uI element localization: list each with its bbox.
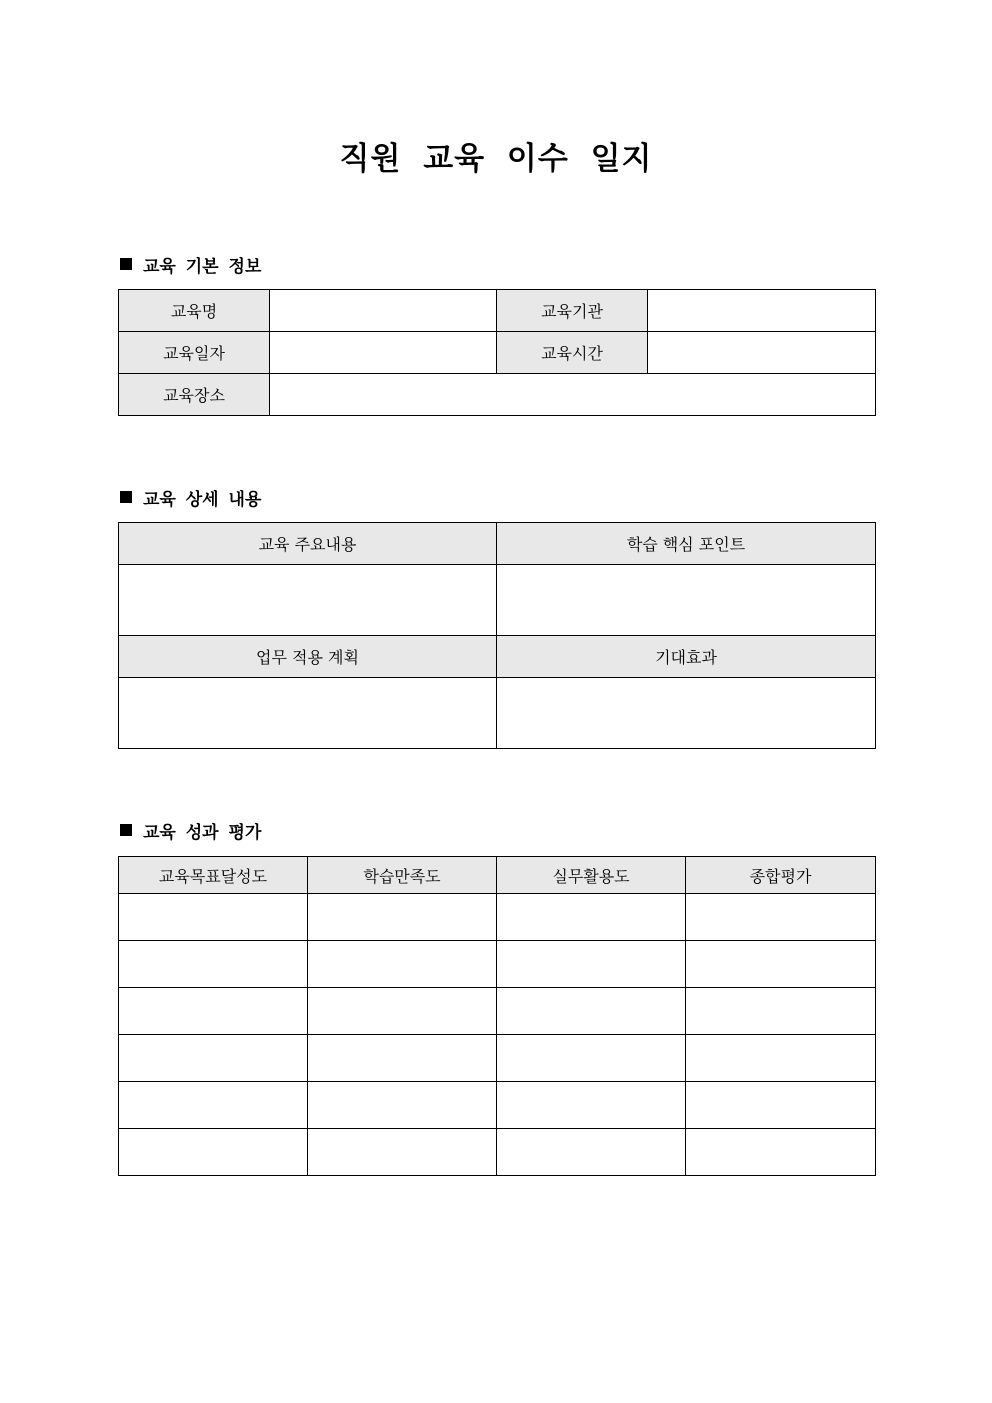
column-header: 종합평가 [686,857,876,894]
table-cell[interactable] [686,894,876,941]
table-cell[interactable] [686,1035,876,1082]
field-education-location[interactable] [270,374,876,416]
table-cell[interactable] [119,1129,308,1176]
table-cell[interactable] [119,1035,308,1082]
field-main-content[interactable] [119,565,497,636]
column-header: 교육목표달성도 [119,857,308,894]
section-heading-label: 교육 상세 내용 [143,489,262,510]
label-main-content: 교육 주요내용 [119,523,497,565]
table-row [119,1129,876,1176]
section-heading-label: 교육 기본 정보 [143,256,262,277]
field-education-hours[interactable] [648,332,876,374]
table-cell[interactable] [308,988,497,1035]
table-cell[interactable] [308,1035,497,1082]
section-heading-evaluation [120,818,261,842]
label-education-institution: 교육기관 [497,290,648,332]
label-education-name: 교육명 [119,290,270,332]
field-education-name[interactable] [270,290,497,332]
field-education-date[interactable] [270,332,497,374]
table-row [119,894,876,941]
table-cell[interactable] [497,1129,686,1176]
label-application-plan: 업무 적용 계획 [119,636,497,678]
field-education-institution[interactable] [648,290,876,332]
table-cell[interactable] [686,1129,876,1176]
table-cell[interactable] [686,941,876,988]
section-heading-details [120,485,261,509]
table-cell[interactable] [308,1082,497,1129]
label-education-date: 교육일자 [119,332,270,374]
table-cell[interactable] [308,941,497,988]
label-education-location: 교육장소 [119,374,270,416]
details-table [118,522,876,749]
section-heading-basic-info [120,252,261,276]
field-application-plan[interactable] [119,678,497,749]
square-bullet-icon [120,258,132,270]
table-row [119,988,876,1035]
table-cell[interactable] [119,941,308,988]
table-cell[interactable] [497,988,686,1035]
column-header: 실무활용도 [497,857,686,894]
column-header: 학습만족도 [308,857,497,894]
table-row [119,941,876,988]
table-cell[interactable] [497,941,686,988]
table-cell[interactable] [497,1035,686,1082]
table-cell[interactable] [686,988,876,1035]
field-key-points[interactable] [497,565,876,636]
label-key-points: 학습 핵심 포인트 [497,523,876,565]
table-cell[interactable] [119,988,308,1035]
section-heading-label: 교육 성과 평가 [143,822,262,843]
basic-info-table [118,289,876,416]
table-cell[interactable] [308,1129,497,1176]
square-bullet-icon [120,824,132,836]
label-expected-effect: 기대효과 [497,636,876,678]
field-expected-effect[interactable] [497,678,876,749]
table-row [119,1035,876,1082]
page-title: 직원 교육 이수 일지 [339,141,653,177]
table-cell[interactable] [119,1082,308,1129]
table-cell[interactable] [497,894,686,941]
label-education-hours: 교육시간 [497,332,648,374]
evaluation-table [118,856,876,1176]
table-cell[interactable] [119,894,308,941]
table-cell[interactable] [686,1082,876,1129]
table-cell[interactable] [308,894,497,941]
table-cell[interactable] [497,1082,686,1129]
square-bullet-icon [120,491,132,503]
table-row [119,1082,876,1129]
